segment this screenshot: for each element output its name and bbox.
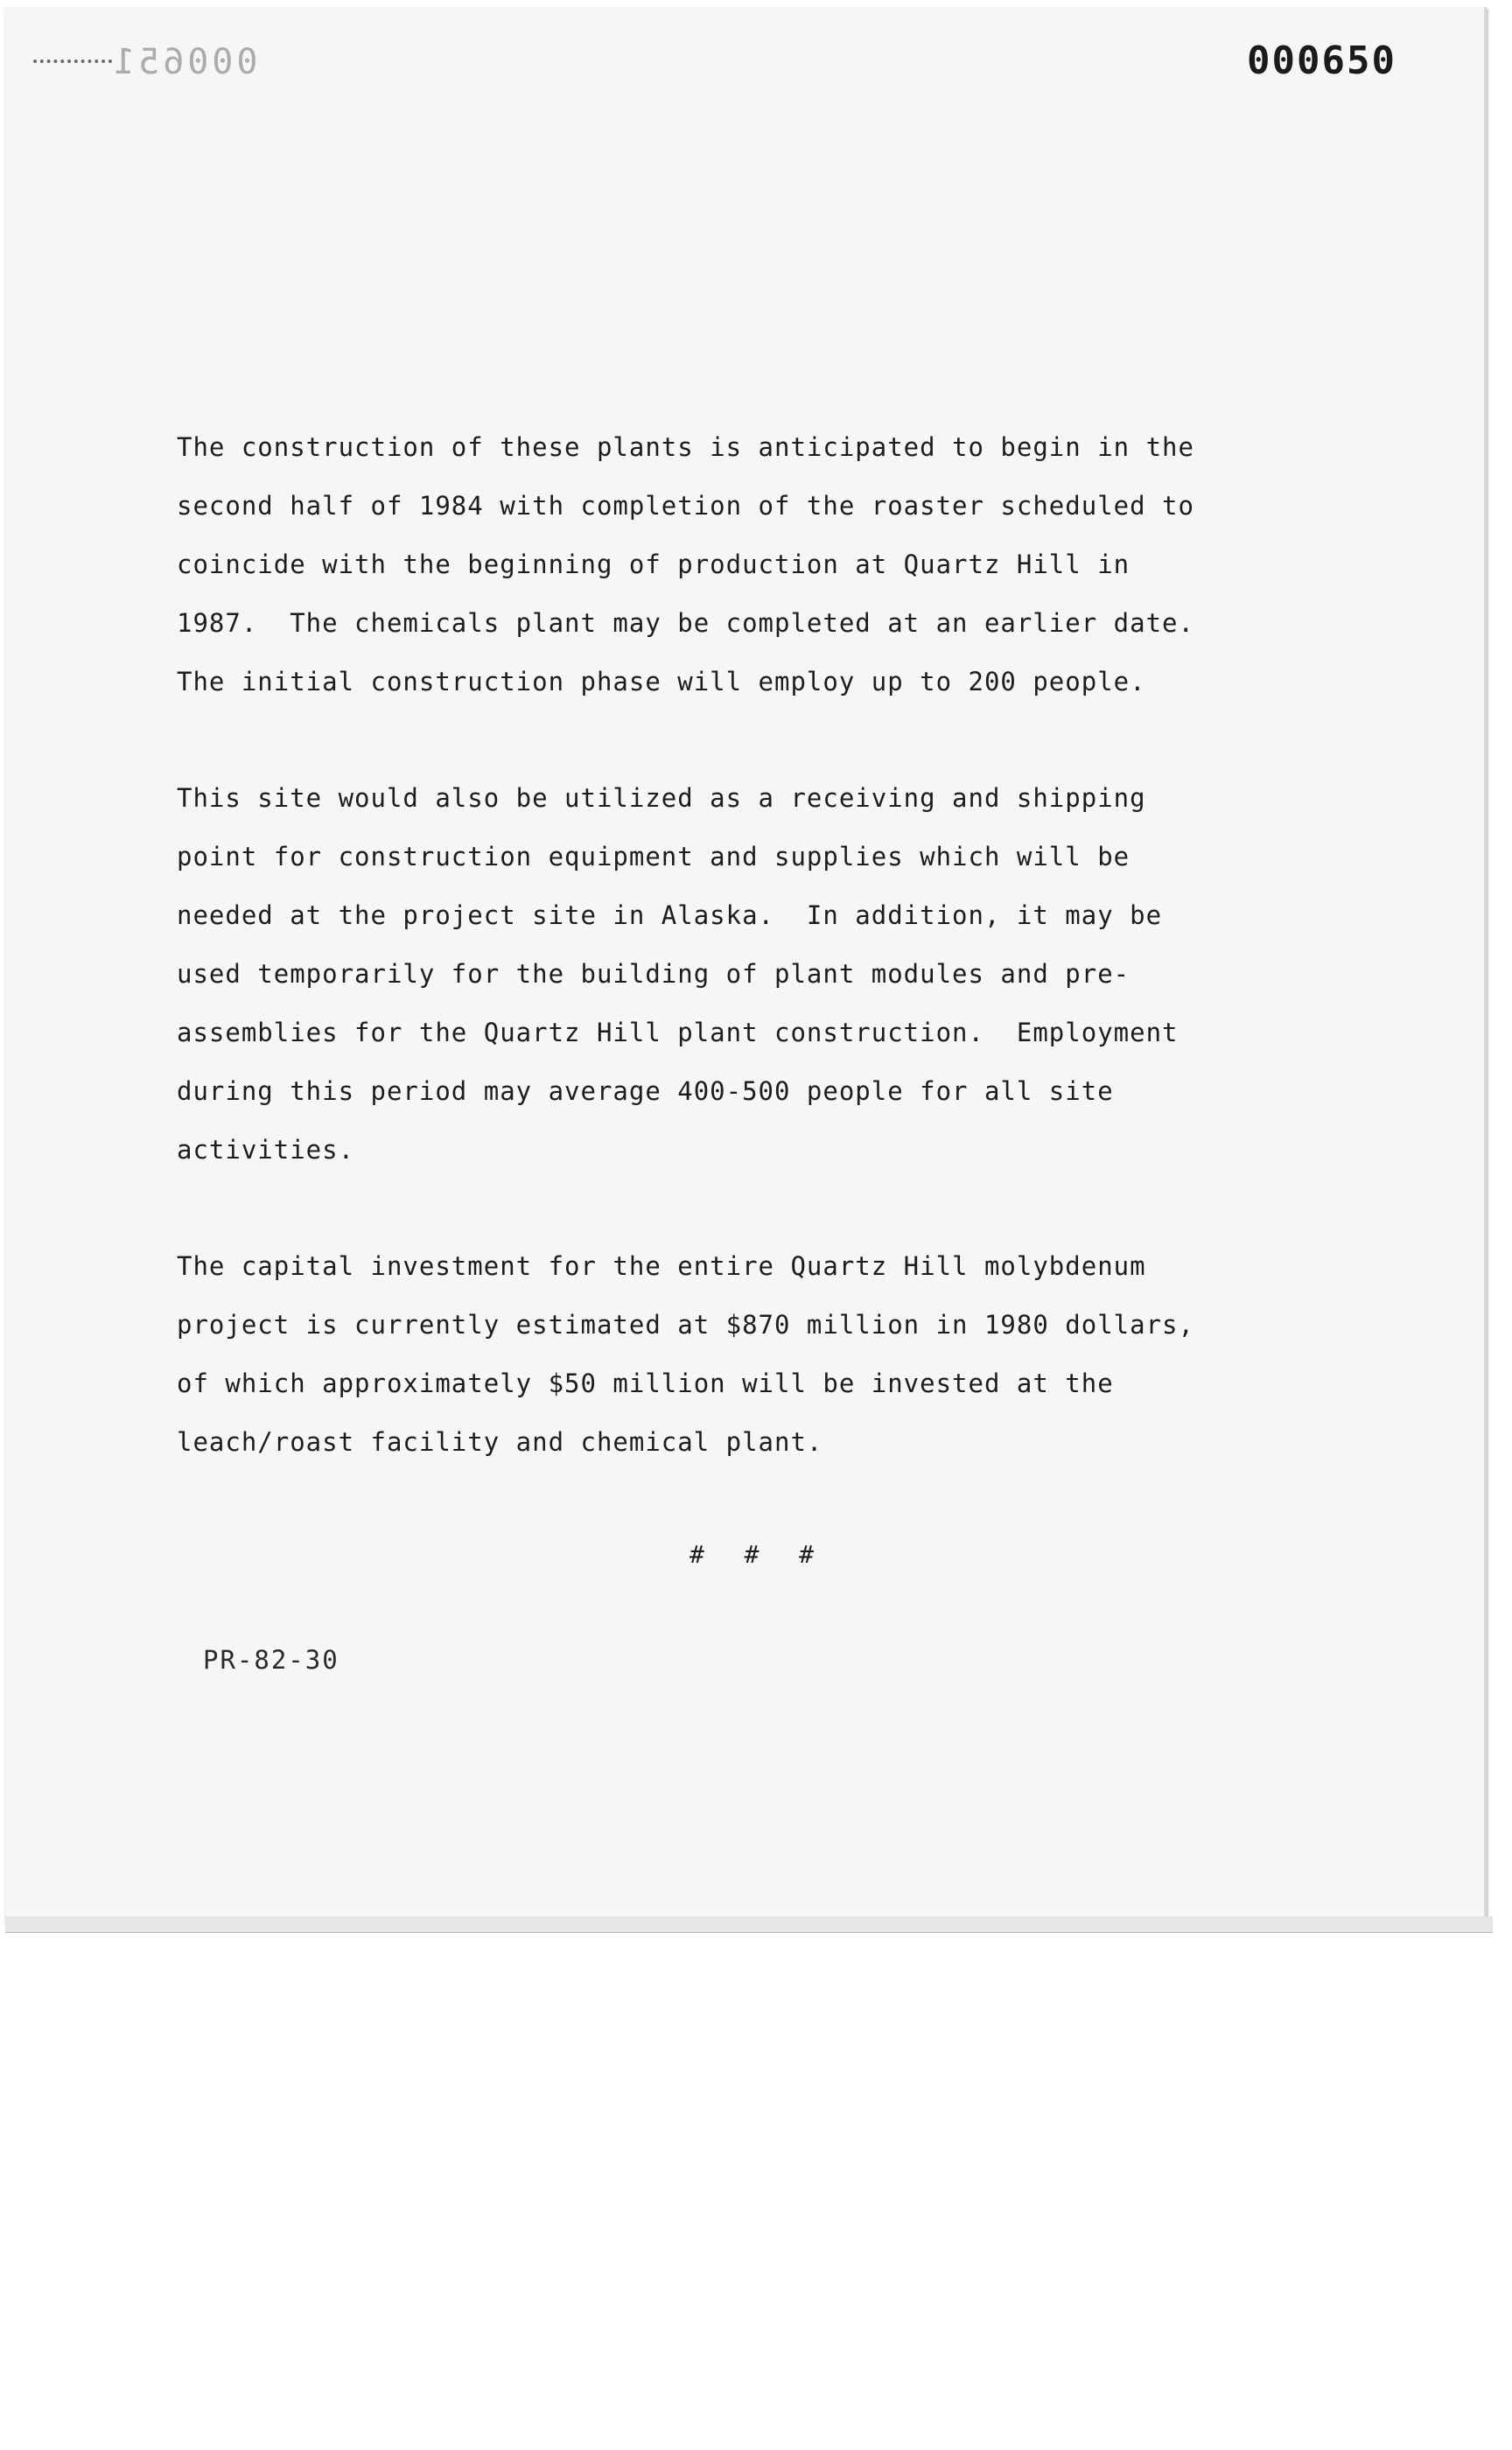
text-line: assemblies for the Quartz Hill plant construction. Employment xyxy=(177,1018,1179,1047)
scan-artifact-marks xyxy=(33,60,112,70)
end-separator: # # # xyxy=(690,1540,818,1569)
bleed-through-page-number: 000651 xyxy=(110,42,258,82)
paragraph-site-usage xyxy=(177,769,1314,1180)
page-bottom-edge xyxy=(5,1916,1493,1933)
paragraph-construction xyxy=(177,418,1314,711)
page-number: 000650 xyxy=(1247,38,1396,83)
text-line: coincide with the beginning of production at Quartz Hill in xyxy=(177,550,1130,579)
text-line: leach/roast facility and chemical plant. xyxy=(177,1427,823,1457)
text-line: The initial construction phase will employ up to 200 people. xyxy=(177,667,1146,696)
text-line: 1987. The chemicals plant may be completed at an earlier date. xyxy=(177,608,1194,638)
text-line: The capital investment for the entire Quartz Hill molybdenum xyxy=(177,1251,1146,1281)
text-line: point for construction equipment and supplies which will be xyxy=(177,842,1130,872)
document-code: PR-82-30 xyxy=(203,1645,340,1675)
text-line: second half of 1984 with completion of the roaster scheduled to xyxy=(177,491,1194,521)
document-body xyxy=(177,418,1314,1530)
text-line: needed at the project site in Alaska. In addition, it may be xyxy=(177,900,1163,930)
text-line: activities. xyxy=(177,1135,355,1165)
text-line: used temporarily for the building of plant modules and pre- xyxy=(177,959,1130,989)
text-line: during this period may average 400-500 people for all site xyxy=(177,1076,1114,1106)
text-line: The construction of these plants is anticipated to begin in the xyxy=(177,432,1194,462)
text-line: project is currently estimated at $870 million in 1980 dollars, xyxy=(177,1310,1194,1340)
document-page xyxy=(5,7,1487,1925)
paragraph-capital-investment xyxy=(177,1237,1314,1472)
text-line: This site would also be utilized as a receiving and shipping xyxy=(177,783,1146,813)
text-line: of which approximately $50 million will be invested at the xyxy=(177,1368,1114,1398)
